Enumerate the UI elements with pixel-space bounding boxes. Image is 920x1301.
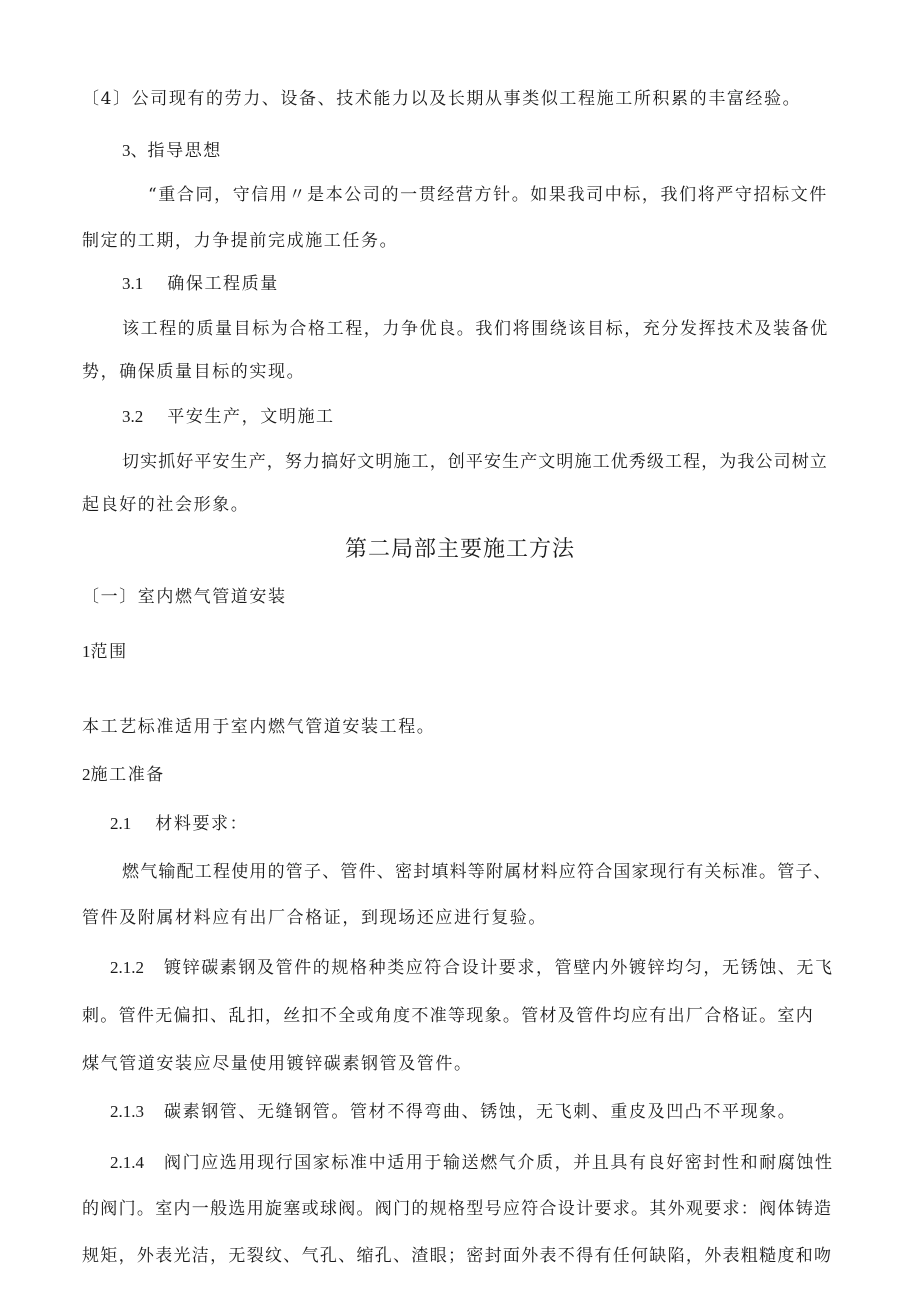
heading-text: 指导思想 — [147, 141, 222, 161]
item-2-1-3 — [110, 1101, 796, 1123]
heading-number: 1 — [82, 642, 91, 661]
paragraph-safety-line2: 起良好的社会形象。 — [82, 495, 250, 515]
paragraph-materials-line1: 燃气输配工程使用的管子、管件、密封填料等附属材料应符合国家现行有关标准。管子、 — [122, 862, 832, 882]
heading-scope — [82, 641, 128, 663]
item-2-1-4-line1 — [110, 1152, 834, 1174]
paragraph-quality-line1: 该工程的质量目标为合格工程，力争优良。我们将围绕该目标，充分发挥技术及装备优 — [122, 319, 829, 339]
paragraph-scope: 本工艺标准适用于室内燃气管道安装工程。 — [82, 717, 436, 737]
heading-text: 范围 — [90, 642, 128, 662]
item-number: 2.1.4 — [110, 1153, 144, 1172]
heading-number: 3.1 — [122, 274, 144, 293]
item-text: 碳素钢管、无缝钢管。管材不得弯曲、锈蚀，无飞刺、重皮及凹凸不平现象。 — [164, 1102, 797, 1122]
heading-quality — [122, 273, 279, 295]
item-number: 2.1.3 — [110, 1102, 144, 1121]
paragraph-quality-line2: 势，确保质量目标的实现。 — [82, 362, 306, 382]
item-text: 镀锌碳素钢及管件的规格种类应符合设计要求，管壁内外镀锌均匀，无锈蚀、无飞 — [164, 958, 834, 978]
heading-text: 材料要求： — [155, 814, 249, 834]
item-2-1-2-line2: 刺。管件无偏扣、乱扣，丝扣不全或角度不准等现象。管材及管件均应有出厂合格证。室内 — [82, 1006, 814, 1026]
heading-safety — [122, 406, 335, 428]
paragraph-safety-line1: 切实抓好平安生产，努力搞好文明施工，创平安生产文明施工优秀级工程，为我公司树立 — [122, 452, 828, 472]
heading-text: 施工准备 — [90, 765, 165, 785]
heading-guiding-idea — [122, 140, 222, 162]
item-2-1-2-line1 — [110, 957, 834, 979]
item-text: 阀门应选用现行国家标准中适用于输送燃气介质，并且具有良好密封性和耐腐蚀性 — [164, 1153, 834, 1173]
item-2-1-4-line2: 的阀门。室内一般选用旋塞或球阀。阀门的规格型号应符合设计要求。其外观要求：阀体铸造 — [82, 1199, 833, 1219]
heading-number: 2.1 — [110, 814, 132, 833]
item-2-1-4-line3: 规矩，外表光洁，无裂纹、气孔、缩孔、渣眼；密封面外表不得有任何缺陷，外表粗糙度和吻 — [82, 1246, 833, 1266]
section-title: 第二局部主要施工方法 — [344, 537, 575, 562]
subsection-gas-pipe: 〔一〕室内燃气管道安装 — [82, 587, 287, 607]
heading-text: 平安生产，文明施工 — [167, 407, 335, 427]
heading-materials — [110, 813, 248, 835]
paragraph-materials-line2: 管件及附属材料应有出厂合格证，到现场还应进行复验。 — [82, 908, 547, 928]
paragraph-policy-line2: 制定的工期，力争提前完成施工任务。 — [82, 231, 399, 251]
heading-number: 2 — [82, 765, 91, 784]
item-2-1-2-line3: 煤气管道安装应尽量使用镀锌碳素钢管及管件。 — [82, 1054, 473, 1074]
heading-preparation — [82, 764, 165, 786]
paragraph-experience: 〔4〕公司现有的劳力、设备、技术能力以及长期从事类似工程施工所积累的丰富经验。 — [82, 89, 802, 109]
heading-number: 3、 — [122, 141, 148, 160]
heading-number: 3.2 — [122, 407, 144, 426]
heading-text: 确保工程质量 — [167, 274, 279, 294]
item-number: 2.1.2 — [110, 958, 144, 977]
paragraph-policy-line1: “重合同，守信用〃是本公司的一贯经营方针。如果我司中标，我们将严守招标文件 — [148, 185, 828, 205]
